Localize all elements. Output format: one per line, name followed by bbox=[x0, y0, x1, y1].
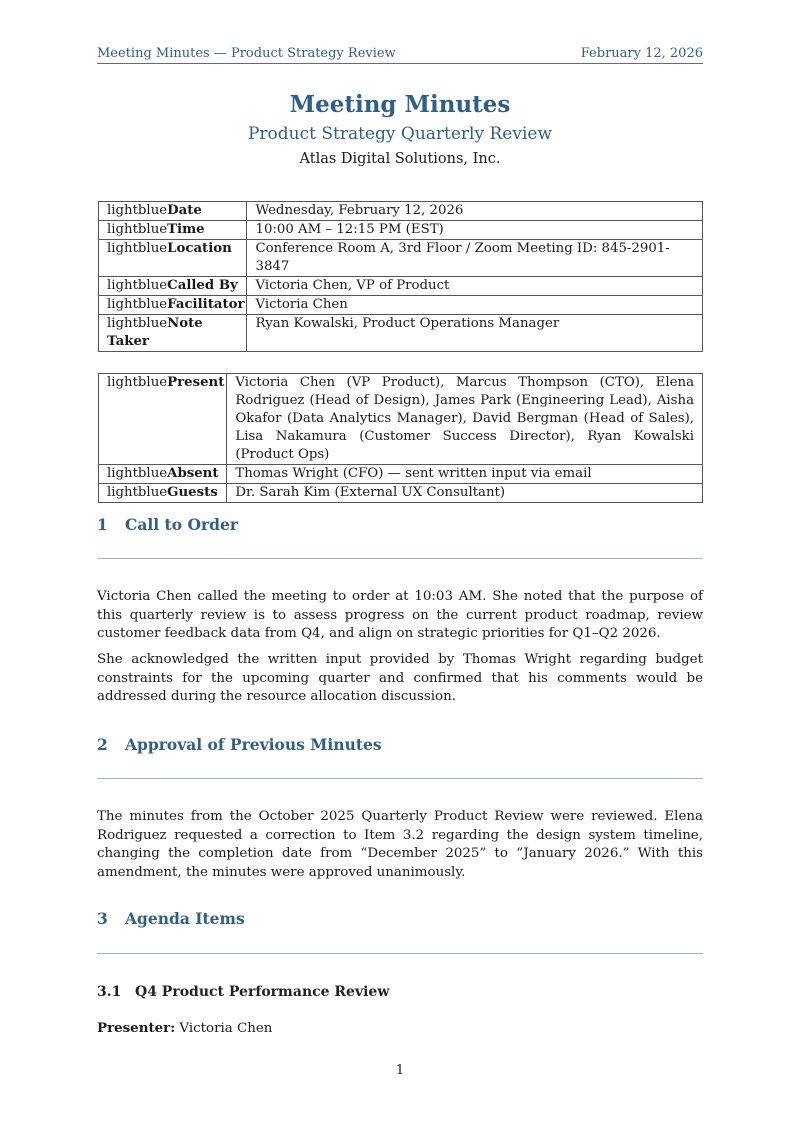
section-rule bbox=[97, 778, 703, 779]
presenter-name: Victoria Chen bbox=[179, 1021, 273, 1036]
section-rule bbox=[97, 953, 703, 954]
attendance-value: Thomas Wright (CFO) — sent written input via email bbox=[227, 465, 703, 484]
meeting-info-table bbox=[98, 201, 703, 352]
section-title: Call to Order bbox=[125, 515, 238, 534]
table-row bbox=[99, 374, 703, 465]
info-value: Victoria Chen bbox=[247, 296, 703, 315]
attendance-key: lightblueAbsent bbox=[99, 465, 227, 484]
table-row bbox=[99, 277, 703, 296]
header-title: Meeting Minutes — Product Strategy Review bbox=[97, 46, 396, 61]
header-date: February 12, 2026 bbox=[580, 46, 703, 61]
page-number: 1 bbox=[395, 1063, 405, 1078]
section-number: 3 bbox=[97, 909, 108, 928]
info-key: lightblueFacilitator bbox=[99, 296, 247, 315]
subsection-number: 3.1 bbox=[97, 984, 122, 1000]
section-heading bbox=[97, 909, 703, 928]
organization-name: Atlas Digital Solutions, Inc. bbox=[299, 151, 501, 167]
document-subtitle: Product Strategy Quarterly Review bbox=[247, 124, 553, 144]
paragraph: Victoria Chen called the meeting to order at 10:03 AM. She noted that the purpose of this quarterly review is to assess progress on the current product roadmap, review customer feedback data from Q4, and align on strategic priorities for Q1–Q2 2026. bbox=[97, 589, 703, 641]
info-value: Victoria Chen, VP of Product bbox=[247, 277, 703, 296]
table-row bbox=[99, 240, 703, 277]
info-key: lightblueNote Taker bbox=[99, 315, 247, 352]
info-key: lightblueTime bbox=[99, 221, 247, 240]
table-row bbox=[99, 221, 703, 240]
attendance-key: lightblueGuests bbox=[99, 484, 227, 503]
subsection-heading bbox=[97, 984, 703, 1000]
table-row bbox=[99, 315, 703, 352]
paragraph: She acknowledged the written input provided by Thomas Wright regarding budget constraints for the upcoming quarter and confirmed that his comments would be addressed during the resource allocation discussion. bbox=[97, 652, 703, 704]
presenter-line bbox=[97, 1020, 272, 1036]
section-number: 2 bbox=[97, 735, 108, 754]
running-header bbox=[97, 46, 703, 64]
section-heading bbox=[97, 515, 703, 534]
info-value: Conference Room A, 3rd Floor / Zoom Meeting ID: 845-2901-3847 bbox=[247, 240, 703, 277]
table-row bbox=[99, 296, 703, 315]
subsection-title: Q4 Product Performance Review bbox=[135, 984, 390, 1000]
info-value: Wednesday, February 12, 2026 bbox=[247, 202, 703, 221]
section-title: Approval of Previous Minutes bbox=[125, 735, 382, 754]
paragraph: The minutes from the October 2025 Quarterly Product Review were reviewed. Elena Rodriguez requested a correction to Item 3.2 regarding the design system timeline, changing the completion date from “December 2025” to “January 2026.” With this amendment, the minutes were approved unanimously. bbox=[97, 809, 703, 880]
attendance-value: Dr. Sarah Kim (External UX Consultant) bbox=[227, 484, 703, 503]
title-block bbox=[97, 90, 703, 170]
section-rule bbox=[97, 558, 703, 559]
table-row bbox=[99, 484, 703, 503]
document-title: Meeting Minutes bbox=[289, 91, 511, 118]
info-value: 10:00 AM – 12:15 PM (EST) bbox=[247, 221, 703, 240]
attendance-key: lightbluePresent bbox=[99, 374, 227, 465]
section-number: 1 bbox=[97, 515, 108, 534]
info-key: lightblueDate bbox=[99, 202, 247, 221]
presenter-label: Presenter: bbox=[97, 1020, 176, 1036]
table-row bbox=[99, 202, 703, 221]
info-key: lightblueLocation bbox=[99, 240, 247, 277]
section-heading bbox=[97, 735, 703, 754]
info-value: Ryan Kowalski, Product Operations Manager bbox=[247, 315, 703, 352]
table-row bbox=[99, 465, 703, 484]
attendance-value: Victoria Chen (VP Product), Marcus Thompson (CTO), Elena Rodriguez (Head of Design), James Park (Engineering Lead), Aisha Okafor (Data Analytics Manager), David Bergman (Head of Sales), Lisa Nakamura (Customer Success Director), Ryan Kowalski (Product Ops) bbox=[227, 374, 703, 465]
section-title: Agenda Items bbox=[125, 909, 245, 928]
attendance-table bbox=[98, 373, 703, 503]
info-key: lightblueCalled By bbox=[99, 277, 247, 296]
